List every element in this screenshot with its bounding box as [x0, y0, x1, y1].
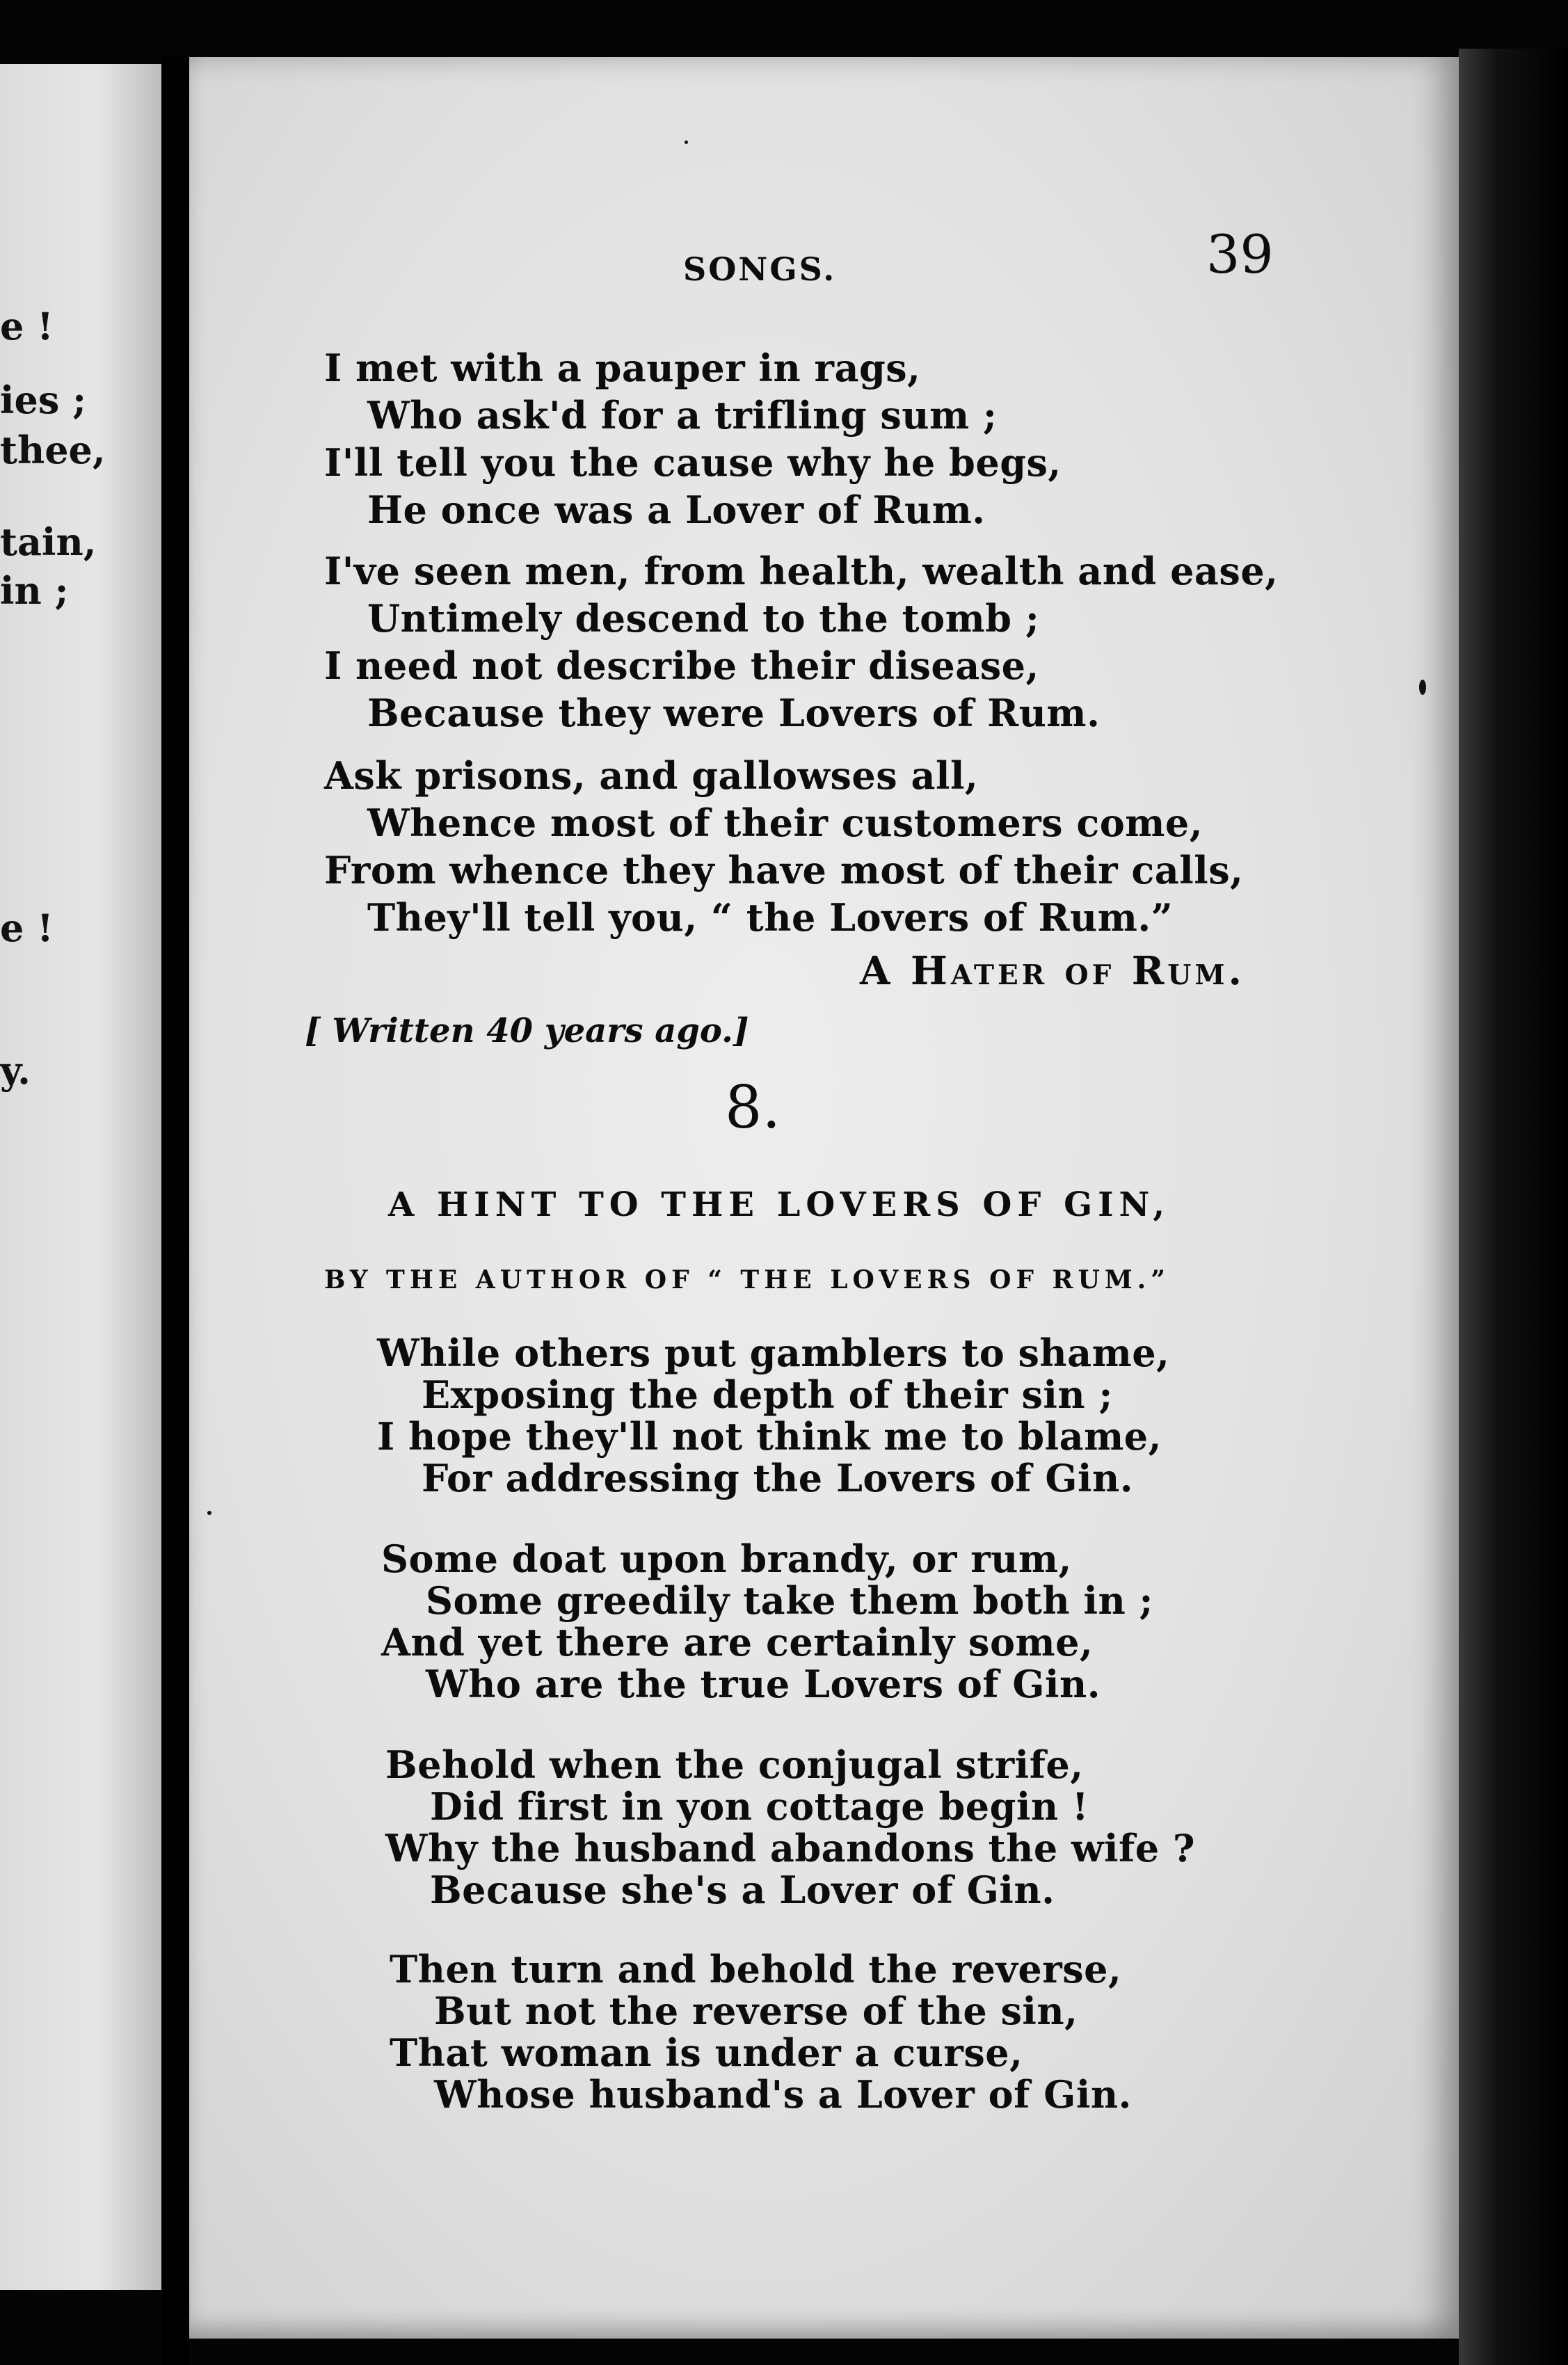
verse-line: Then turn and behold the reverse, [390, 1947, 1122, 1991]
scan-speck [1419, 680, 1426, 695]
verse-line: For addressing the Lovers of Gin. [422, 1456, 1134, 1500]
page-number: 39 [1206, 223, 1274, 285]
verse-line: Why the husband abandons the wife ? [385, 1826, 1196, 1870]
verse-line: Whose husband's a Lover of Gin. [434, 2072, 1132, 2117]
date-note: [ Written 40 years ago.] [305, 1011, 749, 1050]
song-number: 8. [725, 1073, 781, 1141]
verse-line: But not the reverse of the sin, [434, 1989, 1078, 2033]
verse-line: Exposing the depth of their sin ; [422, 1372, 1113, 1417]
verse-line: He once was a Lover of Rum. [367, 488, 986, 532]
left-page-strip [0, 64, 161, 2290]
left-page-fragment: e ! [0, 906, 54, 950]
song-title: A HINT TO THE LOVERS OF GIN, [388, 1185, 1171, 1224]
left-page-fragment: ies ; [0, 378, 87, 422]
verse-line: From whence they have most of their calls, [324, 848, 1244, 892]
left-page-fragment: e ! [0, 304, 54, 348]
verse-line: Untimely descend to the tomb ; [367, 596, 1040, 641]
page-edge-shadow [1459, 49, 1568, 2365]
verse-line: I met with a pauper in rags, [324, 346, 921, 390]
verse-line: I'll tell you the cause why he begs, [324, 440, 1062, 485]
left-page-fragment: y. [0, 1048, 31, 1093]
verse-line: Who are the true Lovers of Gin. [426, 1662, 1101, 1706]
verse-line: I've seen men, from health, wealth and ease, [324, 549, 1279, 593]
verse-line: That woman is under a curse, [390, 2030, 1023, 2075]
verse-line: Some greedily take them both in ; [426, 1578, 1153, 1623]
left-page-fragment: thee, [0, 428, 106, 472]
verse-line: Because she's a Lover of Gin. [430, 1868, 1055, 1912]
verse-line: I hope they'll not think me to blame, [377, 1414, 1162, 1459]
scan-speck [685, 141, 688, 144]
main-page [189, 57, 1459, 2339]
verse-line: They'll tell you, “ the Lovers of Rum.” [367, 895, 1174, 940]
verse-line: I need not describe their disease, [324, 643, 1039, 688]
scan-speck [207, 1511, 211, 1515]
running-title: SONGS. [683, 250, 837, 288]
verse-line: And yet there are certainly some, [381, 1620, 1094, 1665]
verse-line: Behold when the conjugal strife, [385, 1742, 1084, 1787]
left-page-fragment: tain, [0, 520, 97, 564]
verse-line: Did first in yon cottage begin ! [430, 1784, 1089, 1829]
verse-line: Because they were Lovers of Rum. [367, 691, 1101, 735]
song-byline: BY THE AUTHOR OF “ THE LOVERS OF RUM.” [324, 1265, 1170, 1294]
verse-line: Some doat upon brandy, or rum, [381, 1537, 1072, 1581]
signature: A Hater of Rum. [860, 948, 1246, 994]
verse-line: Ask prisons, and gallowses all, [324, 753, 979, 798]
left-page-fragment: in ; [0, 568, 69, 613]
verse-line: Who ask'd for a trifling sum ; [367, 393, 998, 438]
book-gutter [161, 56, 189, 2365]
verse-line: While others put gamblers to shame, [377, 1331, 1170, 1375]
verse-line: Whence most of their customers come, [367, 801, 1203, 845]
